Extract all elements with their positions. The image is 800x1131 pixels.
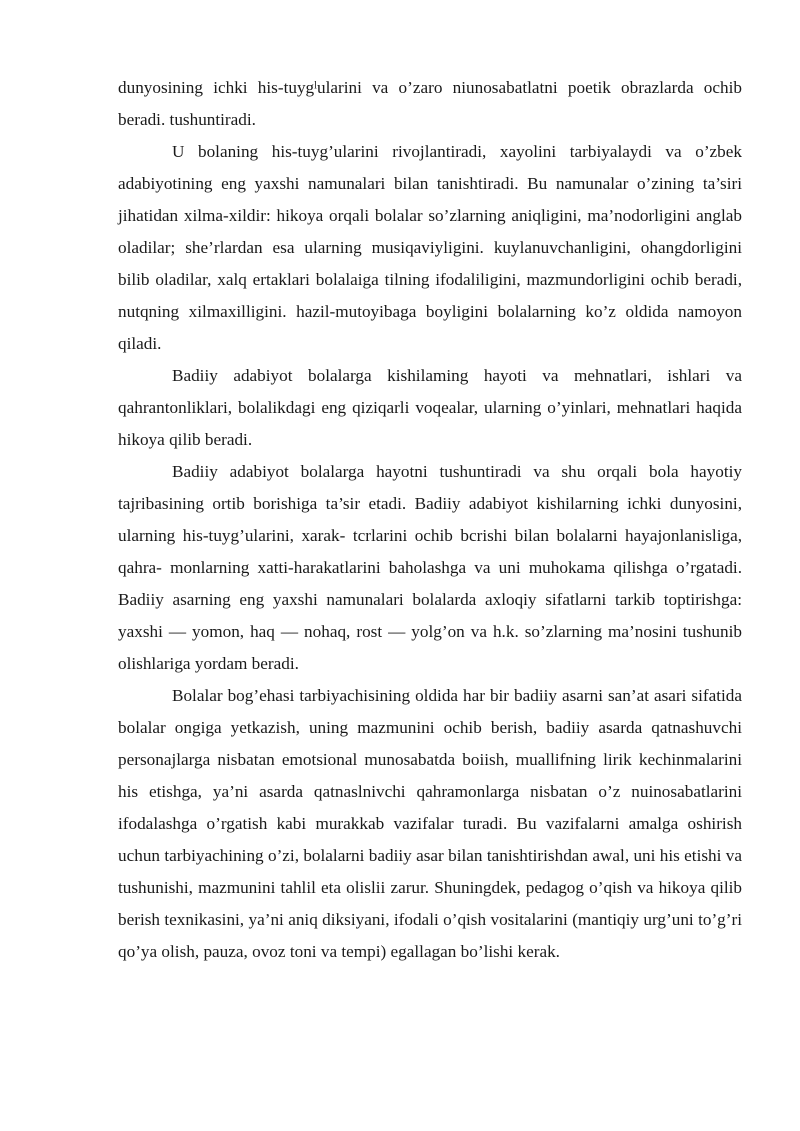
paragraph-continuation: dunyosining ichki his-tuygˡularini va o’zaro niunosabatlatni poetik obrazlarda ochib beradi. tushuntiradi. <box>118 78 742 129</box>
paragraph-literature-experience: Badiiy adabiyot bolalarga hayotni tushuntiradi va shu orqali bola hayotiy tajribasining ortib borishiga ta’sir etadi. Badiiy adabiyot kishilarning ichki dunyosini, ularning his-tuyg’ularini, xarak- tcrlarini ochib bcrishi bilan bolalarni hayajonlanisliga, qahra- monlarning xatti-harakatlarini baholashga va uni muhokama qilishga o’rgatadi. Badiiy asarning eng yaxshi namunalari bolalarda axloqiy sifatlarni tarkib toptirishga: yaxshi — yomon, haq — nohaq, rost — yolg’on va h.k. so’zlarning ma’nosini tushunib olishlariga yordam beradi. <box>118 462 742 673</box>
paragraph-educator-tasks: Bolalar bog’ehasi tarbiyachisining oldida har bir badiiy asarni san’at asari sifatida bolalar ongiga yetkazish, uning mazmunini ochib berish, badiiy asarda qatnashuvchi personajlarga nisbatan emotsional munosabatda boiish, muallifning lirik kechinmalarini his etishga, ya’ni asarda qatnaslnivchi qahramonlarga nisbatan o’z nuinosabatlarini ifodalashga o’rgatish kabi murakkab vazifalar turadi. Bu vazifalarni amalga oshirish uchun tarbiyachining o’zi, bolalarni badiiy asar bilan tanishtirishdan awal, uni his etishi va tushunishi, mazmunini tahlil eta olislii zarur. Shuningdek, pedagog o’qish va hikoya qilib berish texnikasini, ya’ni aniq diksiyani, ifodali o’qish vositalarini (mantiqiy urg’uni to’g’ri qo’ya olish, pauza, ovoz toni va tempi) egallagan bo’lishi kerak. <box>118 686 742 961</box>
paragraph-feelings: U bolaning his-tuyg’ularini rivojlantiradi, xayolini tarbiyalaydi va o’zbek adabiyotining eng yaxshi namunalari bilan tanishtiradi. Bu namunalar o’zining ta’siri jihatidan xilma-xildir: hikoya orqali bolalar so’zlarning aniqligini, ma’nodorligini anglab oladilar; she’rlardan esa ularning musiqaviyligini. kuylanuvchanligini, ohangdorligini bilib oladilar, xalq ertaklari bolalaiga tilning ifodaliligini, mazmundorligini ochib beradi, nutqning xilmaxilligini. hazil-mutoyibaga boyligini bolalarning ko’z oldida namoyon qiladi. <box>118 142 742 353</box>
paragraph-literature-life: Badiiy adabiyot bolalarga kishilaming hayoti va mehnatlari, ishlari va qahrantonliklari, bolalikdagi eng qiziqarli voqealar, ularning o’yinlari, mehnatlari haqida hikoya qilib beradi. <box>118 366 742 449</box>
document-page <box>118 72 742 968</box>
